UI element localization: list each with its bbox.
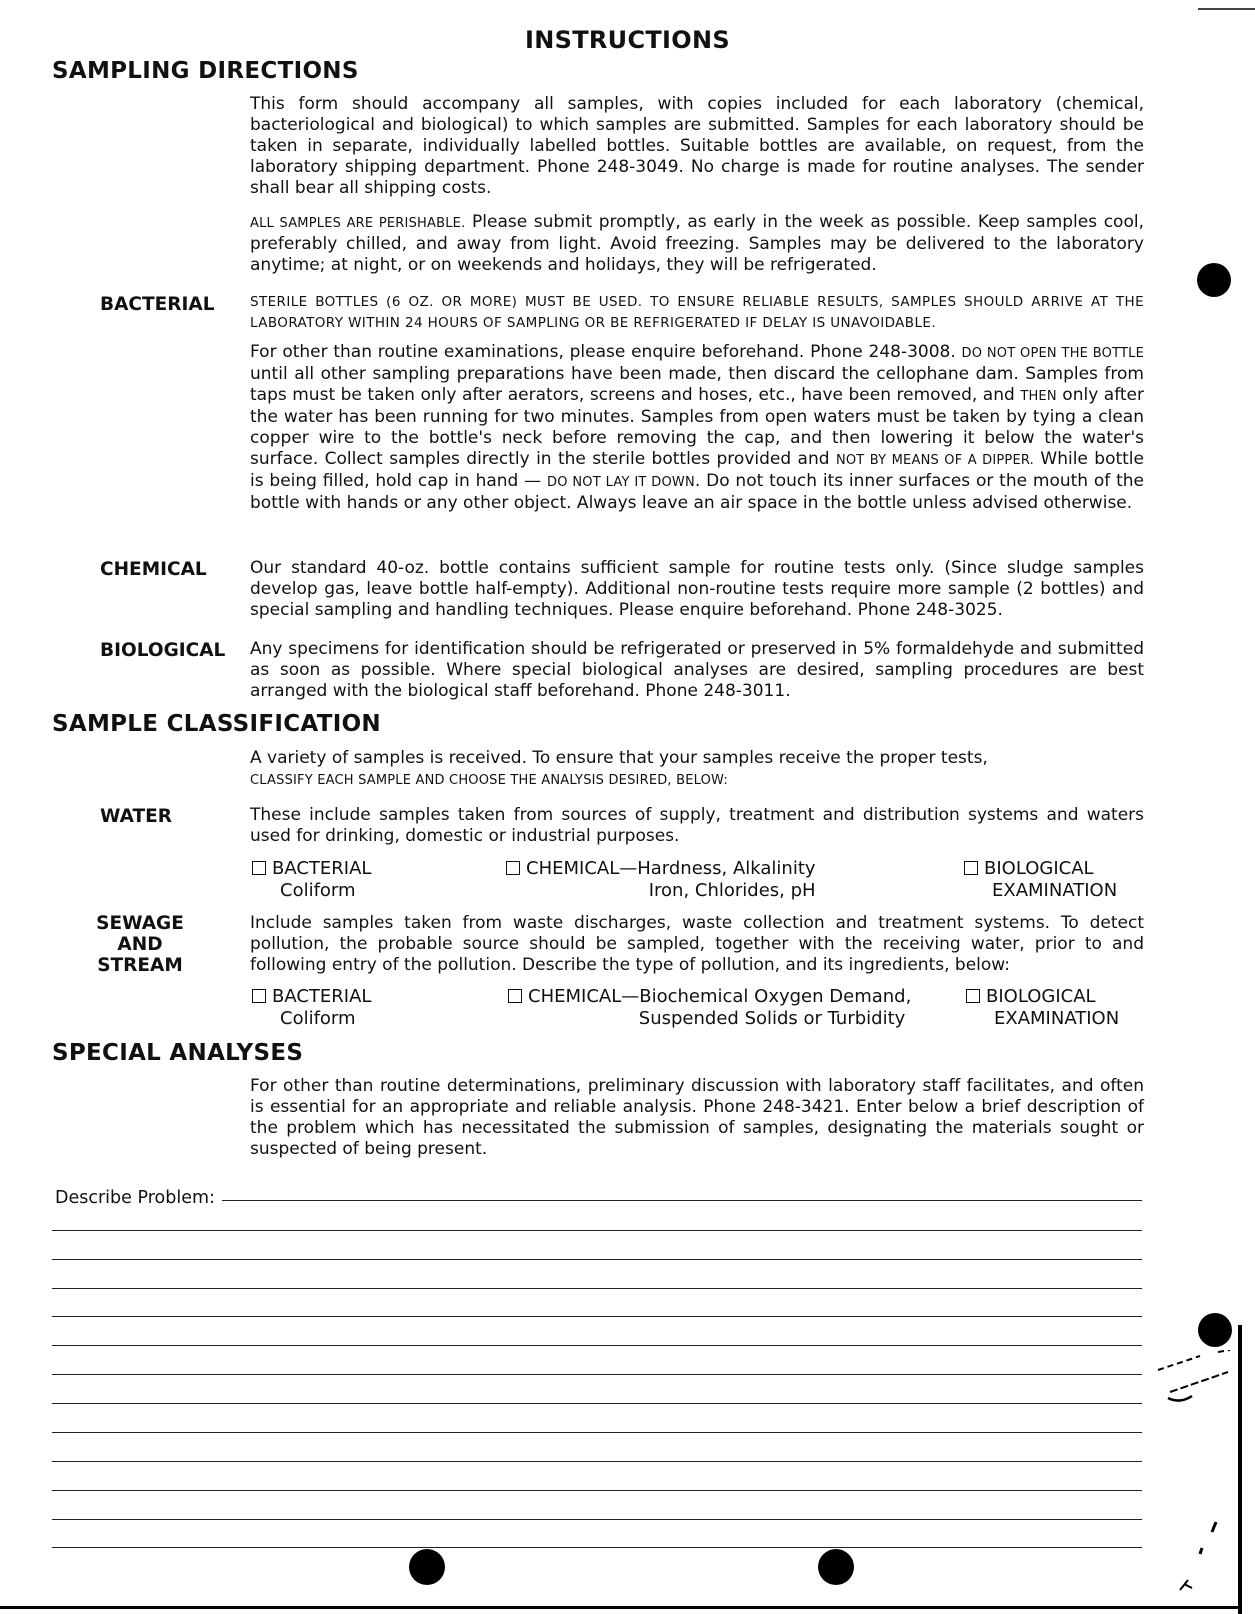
water-option-bacterial[interactable] — [252, 858, 371, 902]
option-sub-label: EXAMINATION — [994, 1008, 1120, 1029]
sewage-option-bacterial[interactable] — [252, 986, 371, 1030]
chemical-text: Our standard 40-oz. bottle contains sufficient sample for routine tests only. (Since sludge samples develop gas, leave bottle half-empty). Additional non-routine tests require more sample (2 bottles) and special sampling and handling techniques. Please enquire beforehand. Phone 248-3025. — [250, 558, 1144, 620]
sewage-stream-label — [90, 913, 190, 976]
special-text: For other than routine determinations, preliminary discussion with laboratory staff facilitates, and often is essential for an appropriate and reliable analysis. Phone 248-3421. Enter below a brief description of the problem which has necessitated the submission of samples, designating the materials sought or suspected of being present. — [250, 1076, 1144, 1159]
bacterial-label: BACTERIAL — [100, 294, 215, 315]
option-label: CHEMICAL—Biochemical Oxygen Demand, — [528, 986, 912, 1007]
sampling-directions-heading: SAMPLING DIRECTIONS — [52, 58, 359, 84]
biological-label: BIOLOGICAL — [100, 640, 226, 661]
option-label: BACTERIAL — [272, 986, 372, 1007]
bacterial-caps-2: THEN — [1020, 389, 1057, 404]
water-option-biological[interactable] — [964, 858, 1117, 902]
bacterial-text-1: For other than routine examinations, please enquire beforehand. Phone 248-3008. — [250, 342, 962, 362]
punch-hole-icon — [409, 1549, 445, 1585]
option-sub-label: Suspended Solids or Turbidity — [638, 1008, 906, 1029]
option-sub-label: Coliform — [280, 1008, 356, 1029]
bacterial-instructions — [250, 342, 1144, 514]
sample-classification-heading: SAMPLE CLASSIFICATION — [52, 711, 381, 737]
bacterial-text-5: . Do not touch its inner surfaces or the mouth of the bottle with hands or any other object. Always leave an air space in the bottle unless advised otherwise. — [250, 471, 1144, 513]
sewage-text: Include samples taken from waste discharges, waste collection and treatment systems. To detect pollution, the probable source should be sampled, together with the receiving water, prior to and following entry of the pollution. Describe the type of pollution, and its ingredients, below: — [250, 913, 1144, 975]
scan-artifact-icon — [1130, 1350, 1240, 1440]
bacterial-text-3: only after the water has been running for two minutes. Samples from open waters must be taken by tying a clean copper wire to the bottle's neck before removing the cap, and then lowering it below the water's surface. Collect samples directly in the sterile bottles provided and — [250, 385, 1145, 469]
sewage-label-line: SEWAGE — [96, 913, 184, 934]
checkbox[interactable] — [252, 989, 266, 1003]
bacterial-caps-4: DO NOT LAY IT DOWN — [546, 475, 695, 490]
sewage-label-line: STREAM — [97, 955, 183, 976]
classification-intro-text: A variety of samples is received. To ensure that your samples receive the proper tests, — [250, 748, 988, 768]
option-sub-label: Iron, Chlorides, pH — [648, 880, 816, 901]
classification-intro-caps: CLASSIFY EACH SAMPLE AND CHOOSE THE ANALYSIS DESIRED, BELOW: — [250, 773, 728, 788]
checkbox[interactable] — [506, 861, 520, 875]
punch-hole-icon — [1198, 1313, 1232, 1347]
page-edge-line — [0, 1606, 1240, 1609]
page-edge-line — [1198, 8, 1255, 10]
punch-hole-icon — [818, 1549, 854, 1585]
bacterial-text-2: until all other sampling preparations have been made, then discard the cellophane dam. Samples from taps must be taken only after aerators, screens and hoses, etc., have been removed, and — [250, 364, 1144, 405]
bacterial-caps-3: NOT BY MEANS OF A DIPPER. — [835, 453, 1034, 468]
describe-problem-line[interactable] — [52, 1519, 1142, 1520]
classification-intro — [250, 748, 1144, 791]
biological-text: Any specimens for identification should be refrigerated or preserved in 5% formaldehyde and submitted as soon as possible. Where special biological analyses are desired, sampling procedures are best arranged with the biological staff beforehand. Phone 248-3011. — [250, 639, 1144, 701]
perishable-caps: ALL SAMPLES ARE PERISHABLE. — [250, 216, 466, 231]
describe-problem-line[interactable] — [52, 1374, 1142, 1375]
sewage-option-biological[interactable] — [966, 986, 1119, 1030]
describe-problem-line[interactable] — [52, 1432, 1142, 1433]
checkbox[interactable] — [508, 989, 522, 1003]
describe-problem-line[interactable] — [52, 1547, 1142, 1548]
option-label: BIOLOGICAL — [984, 858, 1094, 879]
option-sub-label: Coliform — [280, 880, 356, 901]
sampling-intro: This form should accompany all samples, with copies included for each laboratory (chemical, bacteriological and biological) to which samples are submitted. Samples for each laboratory should be taken in separate, individually labelled bottles. Suitable bottles are available, on request, from the laboratory shipping department. Phone 248-3049. No charge is made for routine analyses. The sender shall bear all shipping costs. — [250, 94, 1144, 198]
describe-problem-line[interactable] — [52, 1461, 1142, 1462]
option-sub-label: EXAMINATION — [992, 880, 1118, 901]
bacterial-caps-1: DO NOT OPEN THE BOTTLE — [961, 346, 1144, 361]
chemical-label: CHEMICAL — [100, 559, 207, 580]
option-label: CHEMICAL—Hardness, Alkalinity — [526, 858, 816, 879]
bacterial-text-4: While bottle is being filled, hold cap in hand — — [250, 449, 1144, 491]
water-text: These include samples taken from sources of supply, treatment and distribution systems and waters used for drinking, domestic or industrial purposes. — [250, 805, 1144, 846]
checkbox[interactable] — [964, 861, 978, 875]
describe-problem-line[interactable] — [52, 1316, 1142, 1317]
describe-problem-label: Describe Problem: — [55, 1188, 215, 1208]
page-title: INSTRUCTIONS — [525, 26, 730, 54]
describe-problem-line[interactable] — [52, 1288, 1142, 1289]
punch-hole-icon — [1197, 263, 1231, 297]
describe-problem-line[interactable] — [52, 1230, 1142, 1231]
sewage-option-chemical[interactable] — [508, 986, 911, 1030]
water-option-chemical[interactable] — [506, 858, 816, 902]
sewage-label-line: AND — [117, 934, 163, 955]
describe-problem-line[interactable] — [52, 1403, 1142, 1404]
checkbox[interactable] — [252, 861, 266, 875]
scan-artifact-icon — [1170, 1510, 1230, 1600]
perishable-paragraph — [250, 212, 1144, 276]
water-label: WATER — [100, 806, 172, 827]
perishable-text: Please submit promptly, as early in the week as possible. Keep samples cool, preferably chilled, and away from light. Avoid freezing. Samples may be delivered to the laboratory anytime; at night, or on weekends and holidays, they will be refrigerated. — [250, 212, 1144, 275]
describe-problem-line[interactable] — [222, 1200, 1142, 1201]
describe-problem-line[interactable] — [52, 1345, 1142, 1346]
checkbox[interactable] — [966, 989, 980, 1003]
bacterial-caps-note: STERILE BOTTLES (6 OZ. OR MORE) MUST BE USED. TO ENSURE RELIABLE RESULTS, SAMPLES SHOULD ARRIVE AT THE LABORATORY WITHIN 24 HOURS OF SAMPLING OR BE REFRIGERATED IF DELAY IS UNAVOIDABLE. — [250, 294, 1144, 331]
special-analyses-heading: SPECIAL ANALYSES — [52, 1040, 304, 1066]
describe-problem-line[interactable] — [52, 1259, 1142, 1260]
option-label: BIOLOGICAL — [986, 986, 1096, 1007]
describe-problem-line[interactable] — [52, 1490, 1142, 1491]
option-label: BACTERIAL — [272, 858, 372, 879]
